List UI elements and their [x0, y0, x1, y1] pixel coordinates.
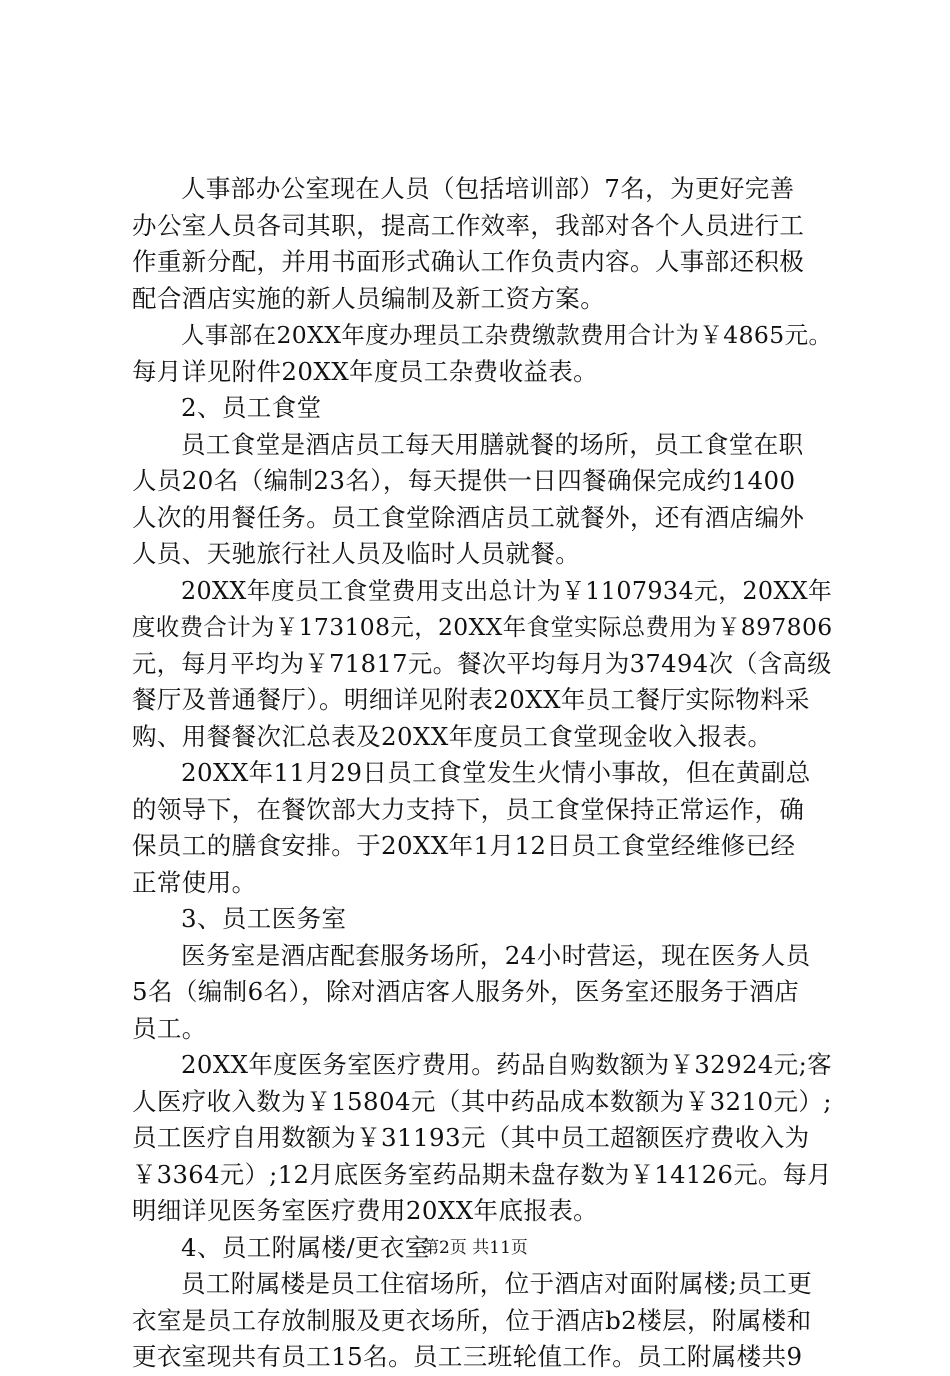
text-line: 员工。 [132, 1013, 207, 1043]
text-line: 员工附属楼是员工住宿场所，位于酒店对面附属楼;员工更 [181, 1269, 813, 1298]
text-line: 更衣室现共有员工15名。员工三班轮值工作。员工附属楼共9 [132, 1342, 803, 1371]
text-line: 人次的用餐任务。员工食堂除酒店员工就餐外，还有酒店编外 [132, 502, 805, 532]
text-line: 购、用餐餐次汇总表及20XX年度员工食堂现金收入报表。 [132, 721, 773, 751]
text-line: 元，每月平均为￥71817元。餐次平均每月为37494次（含高级 [132, 649, 832, 678]
text-line: 员工医疗自用数额为￥31193元（其中员工超额医疗费收入为 [132, 1123, 810, 1152]
text-line: 人员20名（编制23名），每天提供一日四餐确保完成约1400 [132, 466, 796, 495]
text-line: 5名（编制6名），除对酒店客人服务外，医务室还服务于酒店 [132, 977, 800, 1006]
text-line: 正常使用。 [132, 867, 257, 897]
text-line: 2、员工食堂 [181, 393, 322, 422]
text-line: 人事部办公室现在人员（包括培训部）7名，为更好完善 [181, 174, 795, 203]
text-line: 人医疗收入数为￥15804元（其中药品成本数额为￥3210元）; [132, 1086, 832, 1116]
text-line: 人员、天驰旅行社人员及临时人员就餐。 [132, 539, 581, 568]
text-line: 作重新分配，并用书面形式确认工作负责内容。人事部还积极 [132, 247, 805, 276]
text-line: 20XX年度员工食堂费用支出总计为￥1107934元，20XX年 [181, 576, 833, 605]
document-body [132, 171, 832, 1376]
text-line: 员工食堂是酒店员工每天用膳就餐的场所，员工食堂在职 [181, 429, 804, 459]
text-line: 3、员工医务室 [181, 904, 347, 933]
text-line: 20XX年11月29日员工食堂发生火情小事故，但在黄副总 [181, 758, 811, 787]
text-line: 20XX年度医务室医疗费用。药品自购数额为￥32924元;客 [181, 1050, 832, 1079]
page-footer: 第2页 共11页 [422, 1238, 528, 1258]
text-line: 保员工的膳食安排。于20XX年1月12日员工食堂经维修已经 [132, 831, 796, 860]
text-line: 每月详见附件20XX年度员工杂费收益表。 [132, 356, 599, 386]
text-line: 明细详见医务室医疗费用20XX年底报表。 [132, 1196, 599, 1225]
text-line: 4、员工附属楼/更衣室 [181, 1232, 430, 1262]
text-line: ￥3364元）;12月底医务室药品期未盘存数为￥14126元。每月 [132, 1159, 832, 1189]
text-line: 的领导下，在餐饮部大力支持下，员工食堂保持正常运作，确 [132, 794, 805, 824]
text-line: 人事部在20XX年度办理员工杂费缴款费用合计为￥4865元。 [181, 321, 833, 349]
text-line: 度收费合计为￥173108元，20XX年食堂实际总费用为￥897806 [132, 613, 833, 641]
text-line: 配合酒店实施的新人员编制及新工资方案。 [132, 283, 606, 313]
text-line: 办公室人员各司其职，提高工作效率，我部对各个人员进行工 [132, 210, 805, 240]
text-line: 医务室是酒店配套服务场所，24小时营运，现在医务人员 [181, 940, 811, 970]
text-line: 衣室是员工存放制服及更衣场所，位于酒店b2楼层，附属楼和 [132, 1305, 812, 1335]
text-line: 餐厅及普通餐厅）。明细详见附表20XX年员工餐厅实际物料采 [132, 685, 810, 714]
